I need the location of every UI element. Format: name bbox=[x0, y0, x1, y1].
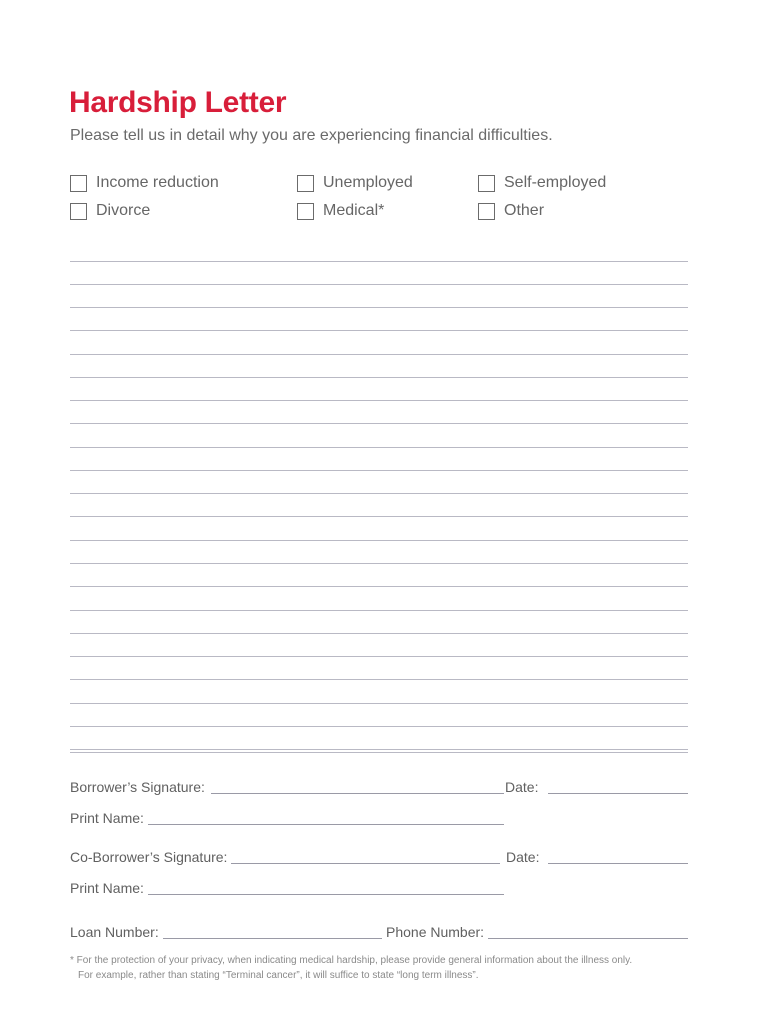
date-label-2: Date: bbox=[506, 849, 540, 865]
other-label: Other bbox=[504, 202, 545, 219]
page-title: Hardship Letter bbox=[69, 86, 287, 119]
borrower-date-field[interactable] bbox=[548, 793, 688, 794]
coborrower-print-name-field[interactable] bbox=[148, 894, 504, 895]
income-reduction-label: Income reduction bbox=[96, 174, 219, 191]
writing-line[interactable] bbox=[70, 586, 688, 587]
writing-line[interactable] bbox=[70, 423, 688, 424]
writing-line[interactable] bbox=[70, 656, 688, 657]
writing-line[interactable] bbox=[70, 307, 688, 308]
writing-line[interactable] bbox=[70, 610, 688, 611]
income-reduction-checkbox[interactable] bbox=[70, 175, 87, 192]
writing-line[interactable] bbox=[70, 447, 688, 448]
writing-line[interactable] bbox=[70, 377, 688, 378]
writing-line[interactable] bbox=[70, 516, 688, 517]
writing-line[interactable] bbox=[70, 284, 688, 285]
hardship-reason-row-1 bbox=[0, 174, 770, 196]
divorce-option[interactable] bbox=[70, 202, 150, 220]
writing-line[interactable] bbox=[70, 354, 688, 355]
hardship-reason-row-2 bbox=[0, 202, 770, 224]
writing-area-bottom-rule bbox=[70, 752, 688, 753]
self-employed-checkbox[interactable] bbox=[478, 175, 495, 192]
coborrower-date-field[interactable] bbox=[548, 863, 688, 864]
coborrower-signature-label: Co-Borrower’s Signature: bbox=[70, 849, 228, 865]
medical-label: Medical* bbox=[323, 202, 385, 219]
loan-number-field[interactable] bbox=[163, 938, 382, 939]
phone-number-field[interactable] bbox=[488, 938, 688, 939]
loan-number-label: Loan Number: bbox=[70, 924, 159, 940]
writing-line[interactable] bbox=[70, 749, 688, 750]
writing-line[interactable] bbox=[70, 633, 688, 634]
divorce-checkbox[interactable] bbox=[70, 203, 87, 220]
writing-line[interactable] bbox=[70, 726, 688, 727]
print-name-label-1: Print Name: bbox=[70, 810, 144, 826]
income-reduction-option[interactable] bbox=[70, 174, 219, 192]
writing-line[interactable] bbox=[70, 470, 688, 471]
borrower-signature-label: Borrower’s Signature: bbox=[70, 779, 205, 795]
other-option[interactable] bbox=[478, 202, 544, 220]
writing-line[interactable] bbox=[70, 493, 688, 494]
writing-line[interactable] bbox=[70, 679, 688, 680]
unemployed-checkbox[interactable] bbox=[297, 175, 314, 192]
self-employed-label: Self-employed bbox=[504, 174, 607, 191]
divorce-label: Divorce bbox=[96, 202, 151, 219]
medical-option[interactable] bbox=[297, 202, 384, 220]
date-label-1: Date: bbox=[505, 779, 539, 795]
page-subtitle: Please tell us in detail why you are experiencing financial difficulties. bbox=[70, 127, 553, 144]
footnote-line-1: * For the protection of your privacy, when indicating medical hardship, please provide general information about the illness only. bbox=[70, 955, 633, 966]
writing-line[interactable] bbox=[70, 703, 688, 704]
medical-checkbox[interactable] bbox=[297, 203, 314, 220]
writing-line[interactable] bbox=[70, 563, 688, 564]
self-employed-option[interactable] bbox=[478, 174, 606, 192]
writing-line[interactable] bbox=[70, 400, 688, 401]
writing-line[interactable] bbox=[70, 540, 688, 541]
unemployed-option[interactable] bbox=[297, 174, 413, 192]
footnote-line-2: For example, rather than stating “Terminal cancer”, it will suffice to state “long term illness”. bbox=[78, 970, 479, 981]
privacy-footnote bbox=[70, 953, 695, 983]
writing-line[interactable] bbox=[70, 330, 688, 331]
phone-number-label: Phone Number: bbox=[386, 924, 485, 940]
coborrower-signature-field[interactable] bbox=[231, 863, 500, 864]
borrower-signature-field[interactable] bbox=[211, 793, 504, 794]
borrower-print-name-field[interactable] bbox=[148, 824, 504, 825]
unemployed-label: Unemployed bbox=[323, 174, 413, 191]
writing-line[interactable] bbox=[70, 261, 688, 262]
print-name-label-2: Print Name: bbox=[70, 880, 144, 896]
other-checkbox[interactable] bbox=[478, 203, 495, 220]
